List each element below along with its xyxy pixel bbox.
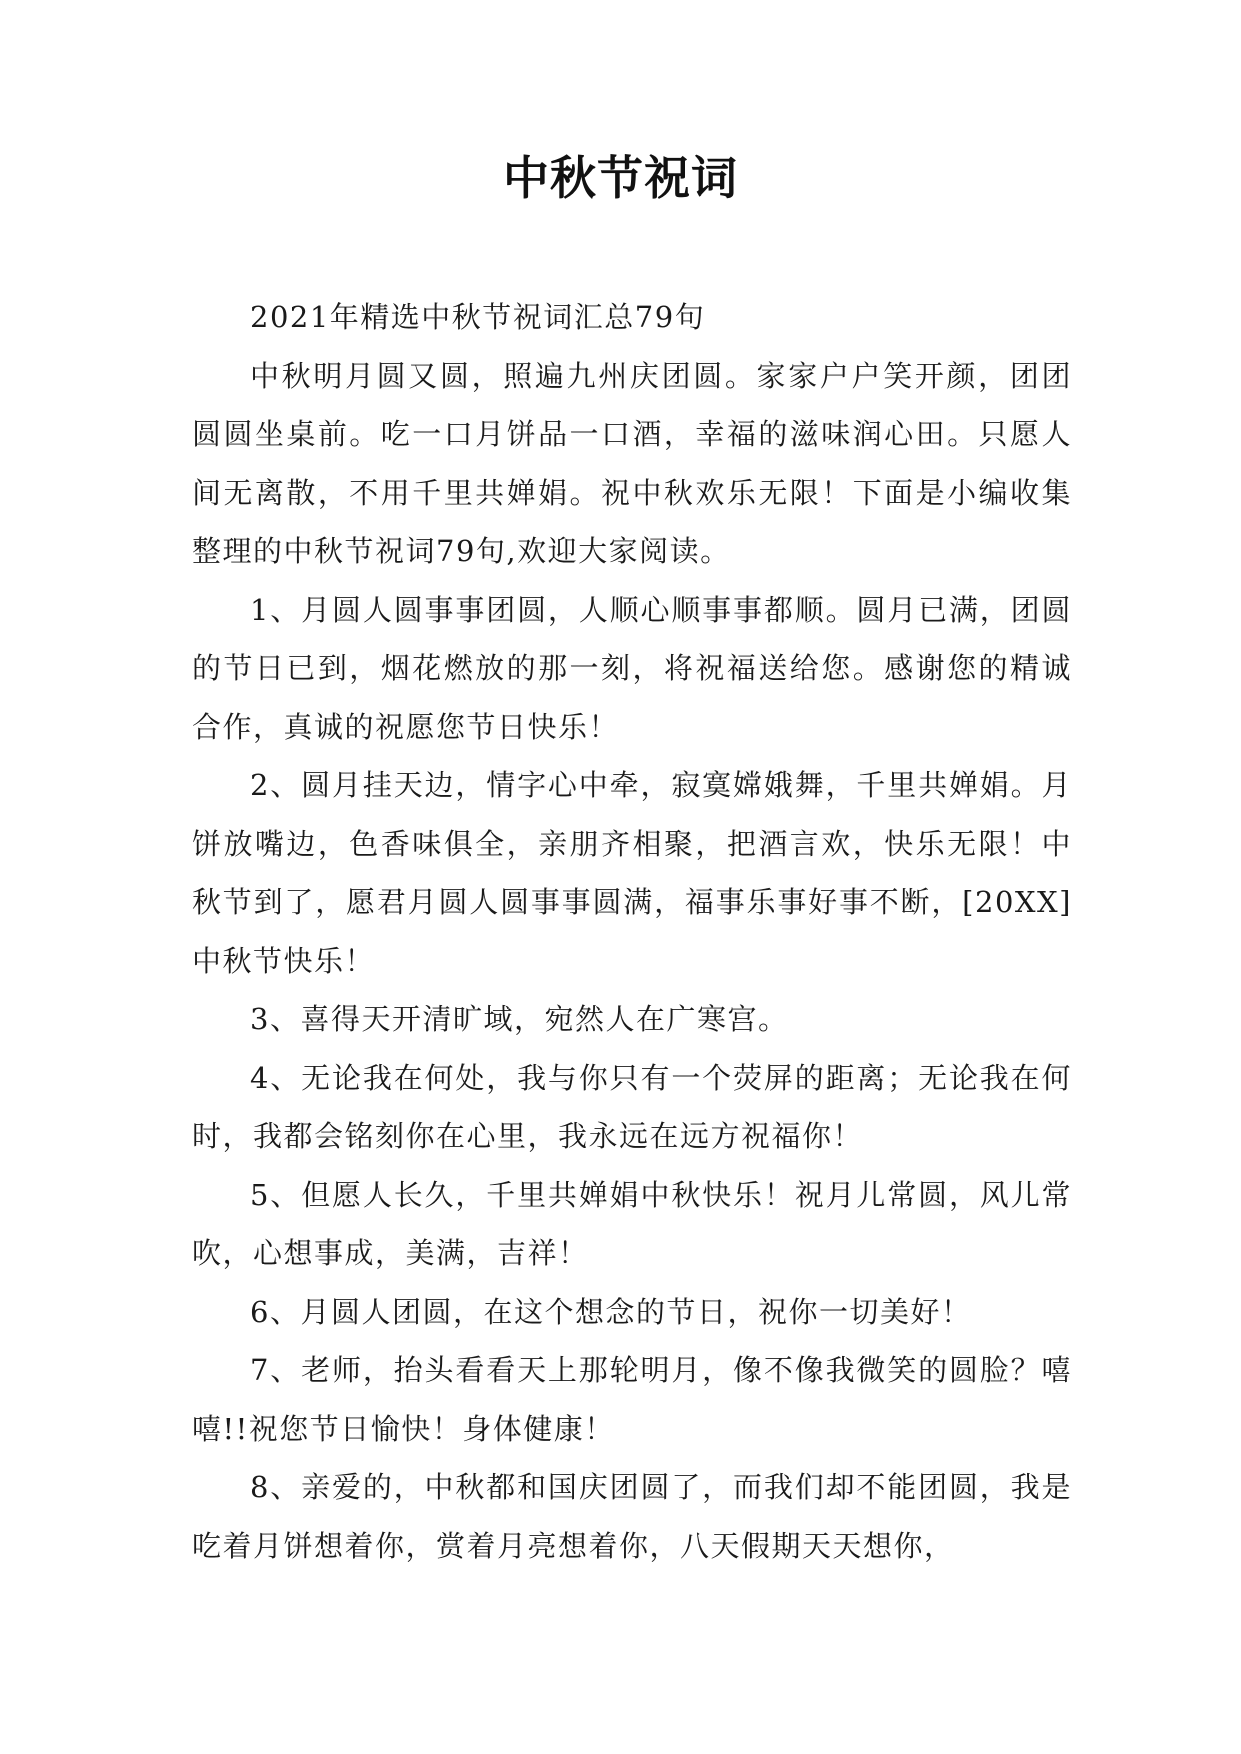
wish-item-3: 3、喜得天开清旷域，宛然人在广寒宫。 bbox=[250, 1002, 789, 1036]
intro-heading: 2021年精选中秋节祝词汇总79句 bbox=[250, 300, 706, 334]
wish-item-1: 1、月圆人圆事事团圆，人顺心顺事事都顺。圆月已满，团圆的节日已到，烟花燃放的那一刻，将祝福送给您。感谢您的精诚合作，真诚的祝愿您节日快乐！ bbox=[192, 592, 1072, 744]
intro-paragraph: 中秋明月圆又圆，照遍九州庆团圆。家家户户笑开颜，团团圆圆坐桌前。吃一口月饼品一口酒，幸福的滋味润心田。只愿人间无离散，不用千里共婵娟。祝中秋欢乐无限！下面是小编收集整理的中秋节祝词79句,欢迎大家阅读。 bbox=[192, 358, 1072, 568]
document-body bbox=[192, 288, 1072, 1575]
document-title: 中秋节祝词 bbox=[503, 151, 738, 205]
wish-item-4: 4、无论我在何处，我与你只有一个荧屏的距离；无论我在何时，我都会铭刻你在心里，我永远在远方祝福你！ bbox=[192, 1060, 1072, 1153]
wish-item-7: 7、老师，抬头看看天上那轮明月，像不像我微笑的圆脸？嘻嘻!!祝您节日愉快！身体健康！ bbox=[192, 1353, 1072, 1446]
wish-item-5: 5、但愿人长久，千里共婵娟中秋快乐！祝月儿常圆，风儿常吹，心想事成，美满，吉祥！ bbox=[192, 1177, 1072, 1270]
wish-item-6: 6、月圆人团圆，在这个想念的节日，祝你一切美好！ bbox=[250, 1294, 972, 1329]
wish-item-8: 8、亲爱的，中秋都和国庆团圆了，而我们却不能团圆，我是吃着月饼想着你，赏着月亮想着你，八天假期天天想你， bbox=[192, 1470, 1072, 1563]
wish-item-2: 2、圆月挂天边，情字心中牵，寂寞嫦娥舞，千里共婵娟。月饼放嘴边，色香味俱全，亲朋齐相聚，把酒言欢，快乐无限！中秋节到了，愿君月圆人圆事事圆满，福事乐事好事不断，[20XX]中秋节快乐！ bbox=[192, 768, 1072, 978]
